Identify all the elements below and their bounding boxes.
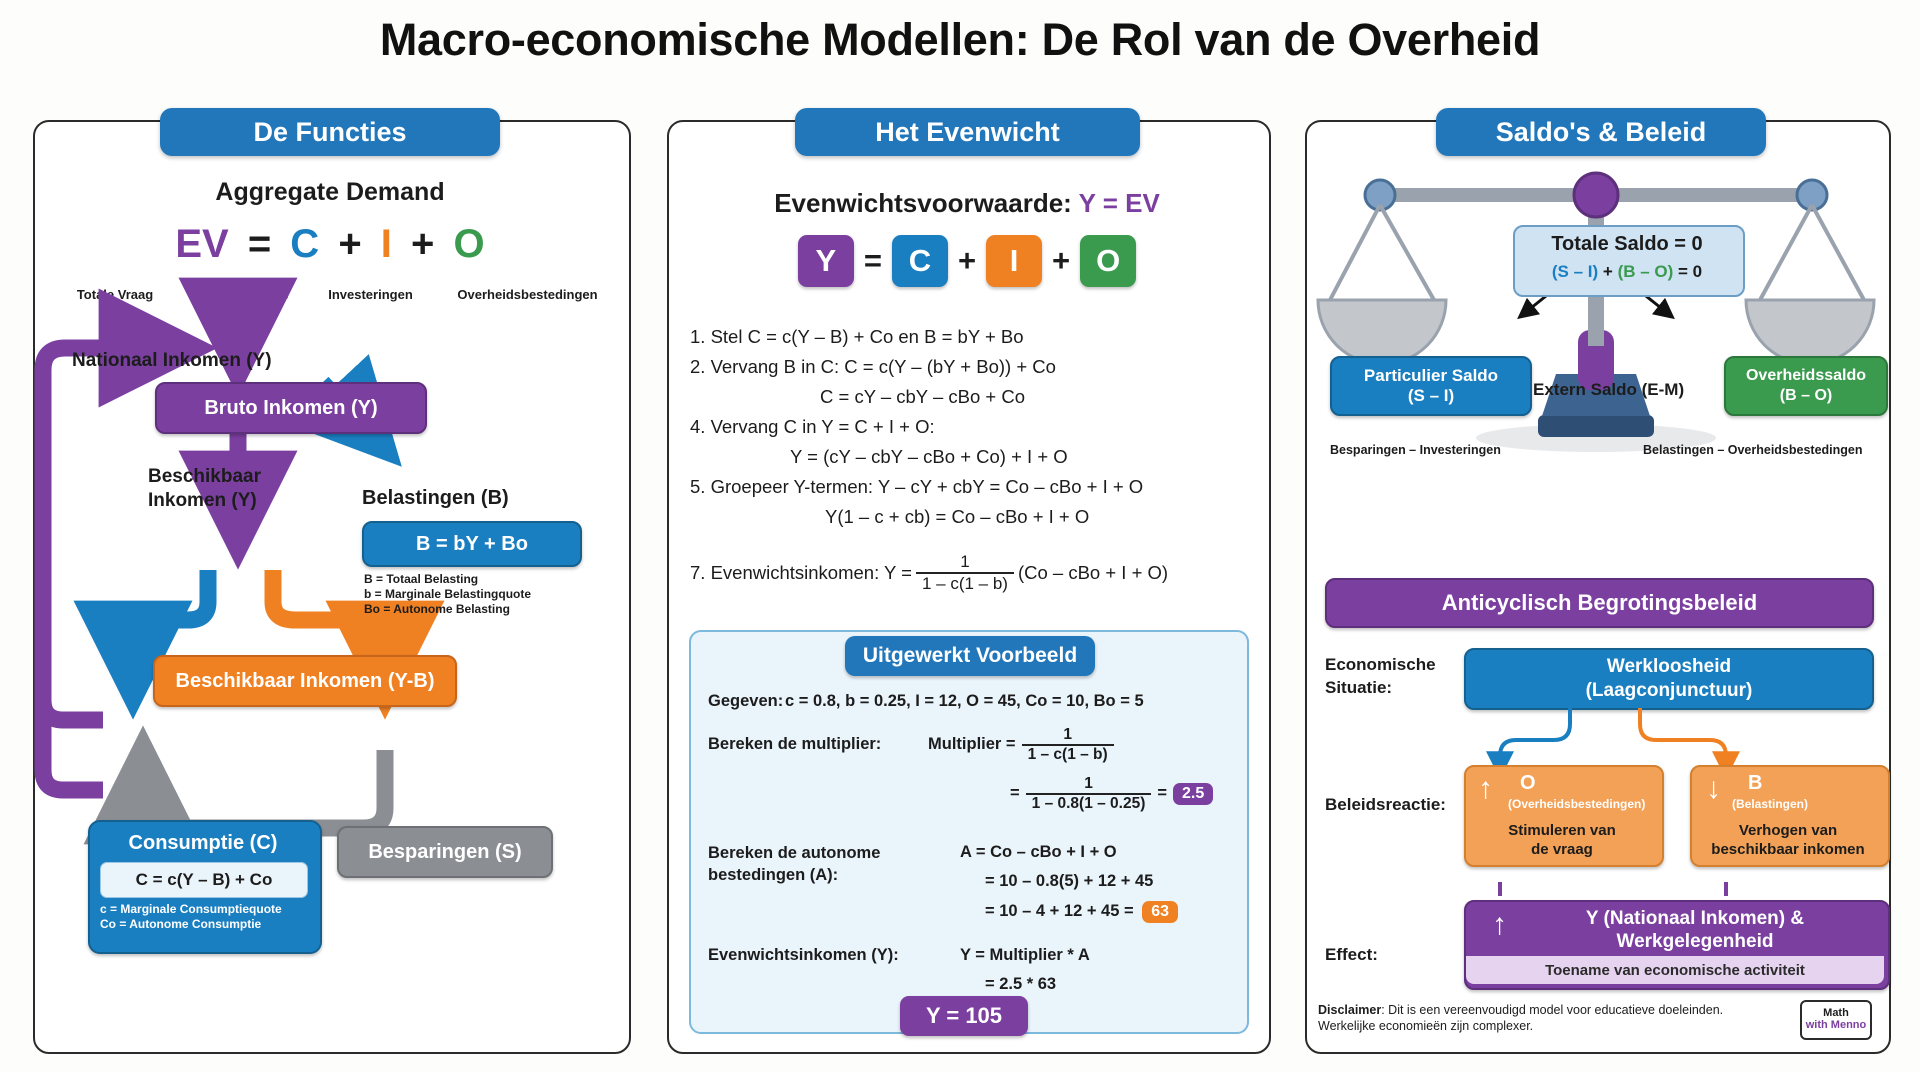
- overheidssaldo-box: [1724, 356, 1888, 416]
- example-box: [689, 630, 1249, 1034]
- overheidssaldo-line-2: (B – O): [1779, 387, 1833, 404]
- particulier-saldo-box: [1330, 356, 1532, 416]
- chip-plus-2: +: [1052, 243, 1071, 278]
- disclaimer-bold: Disclaimer: [1318, 1003, 1382, 1017]
- disclaimer-line-2: Werkelijke economieën zijn complexer.: [1318, 1019, 1534, 1033]
- ad-eq-plus-1: +: [338, 222, 362, 266]
- beschikbaar-inkomen-label-1: Beschikbaar: [148, 466, 262, 487]
- example-mult-eq2: =: [1010, 784, 1020, 803]
- beleid-row1-label-2: Situatie:: [1325, 678, 1393, 697]
- consumptie-note-2: Co = Autonome Consumptie: [100, 917, 262, 931]
- example-auto-line-2: = 10 – 0.8(5) + 12 + 45: [985, 872, 1154, 890]
- policy-right-desc-2: beschikbaar inkomen: [1711, 841, 1865, 858]
- belastingen-note-1: B = Totaal Belasting: [364, 572, 479, 586]
- belastingen-note-2: b = Marginale Belastingquote: [364, 587, 532, 601]
- policy-right-desc-1: Verhogen van: [1738, 822, 1838, 839]
- totale-saldo-title: Totale Saldo = 0: [1551, 233, 1703, 255]
- example-mult-eq: Multiplier =: [928, 735, 1016, 754]
- particulier-saldo-line-2: (S – I): [1407, 386, 1455, 405]
- step-7-tail: (Co – cBo + I + O): [1017, 561, 1169, 583]
- panel-evenwicht-header: Het Evenwicht: [795, 108, 1140, 156]
- policy-left-letter: O: [1520, 772, 1536, 794]
- logo-line-2: with Menno: [1805, 1019, 1867, 1031]
- step-2-text: Vervang B in C: C = c(Y – (bY + Bo)) + Co: [710, 356, 1056, 377]
- step-1: [690, 322, 1250, 352]
- saldo-note-left: Besparingen – Investeringen: [1330, 443, 1501, 457]
- evenwichtsvoorwaarde: [667, 188, 1267, 219]
- totale-saldo-s: (S – I): [1551, 262, 1599, 281]
- step-2: [690, 352, 1250, 382]
- besparingen-box: Besparingen (S): [337, 826, 553, 878]
- example-eq-line-2: = 2.5 * 63: [985, 975, 1057, 993]
- consumptie-formula: C = c(Y – B) + Co: [100, 862, 308, 898]
- totale-saldo-plus: +: [1602, 262, 1613, 281]
- ad-label-ev: Totale Vraag: [76, 287, 154, 302]
- step-5-text: Groepeer Y-termen: Y – cY + cbY = Co – cBo + I + O: [710, 476, 1144, 497]
- beleid-situatie-line-1: Werkloosheid: [1606, 656, 1732, 677]
- policy-right-letter: B: [1748, 772, 1763, 794]
- chip-c: C: [892, 235, 948, 287]
- panel-saldos-header: Saldo's & Beleid: [1436, 108, 1766, 156]
- step-5b-text: Y(1 – c + cb) = Co – cBo + I + O: [825, 506, 1090, 527]
- example-mult-label: Bereken de multiplier:: [708, 735, 882, 753]
- step-4b: [690, 442, 1250, 472]
- step-5: [690, 472, 1250, 502]
- step-2-num: 2.: [690, 356, 706, 377]
- step-7-text: Evenwichtsinkomen: Y =: [710, 561, 912, 583]
- chip-y: Y: [798, 235, 854, 287]
- disclaimer-text-1: : Dit is een vereenvoudigd model voor educatieve doeleinden.: [1381, 1003, 1724, 1017]
- evenwichtsvoorwaarde-value: Y = EV: [1078, 188, 1160, 218]
- example-eq-label: Evenwichtsinkomen (Y):: [708, 946, 899, 964]
- example-given-label: Gegeven:: [708, 692, 784, 710]
- example-mult-line-1: [928, 726, 1114, 764]
- step-2b-text: C = cY – cbY – cBo + Co: [820, 386, 1025, 407]
- ad-label-o: Overheidsbestedingen: [457, 287, 598, 302]
- example-final-result: Y = 105: [900, 996, 1028, 1036]
- example-auto-line-3-text: = 10 – 4 + 12 + 45 =: [985, 902, 1134, 920]
- example-mult-result: 2.5: [1173, 783, 1213, 805]
- nationaal-inkomen-label: Nationaal Inkomen (Y): [72, 350, 272, 371]
- ad-equation: [33, 222, 627, 267]
- beschikbaar-inkomen-box: Beschikbaar Inkomen (Y-B): [153, 655, 457, 707]
- step-1-num: 1.: [690, 326, 706, 347]
- logo-line-1: Math: [1823, 1007, 1849, 1019]
- totale-saldo-formula: [1513, 262, 1741, 282]
- belastingen-box: B = bY + Bo: [362, 521, 582, 567]
- consumptie-title: Consumptie (C): [128, 832, 278, 854]
- chip-equals: =: [863, 243, 882, 278]
- step-7-frac-num: 1: [916, 552, 1014, 574]
- example-auto-line-1: A = Co – cBo + I + O: [960, 843, 1117, 861]
- belastingen-note-3: Bo = Autonome Belasting: [364, 602, 510, 616]
- extern-saldo-label: Extern Saldo (E-M): [1533, 380, 1685, 399]
- step-7-frac-den: 1 – c(1 – b): [921, 573, 1008, 593]
- belastingen-title: Belastingen (B): [362, 487, 509, 509]
- step-4-num: 4.: [690, 416, 706, 437]
- example-mult-frac-den: 1 – c(1 – b): [1027, 745, 1108, 763]
- example-given-value: c = 0.8, b = 0.25, I = 12, O = 45, Co = 10, Bo = 5: [785, 692, 1144, 710]
- overheidssaldo-line-1: Overheidssaldo: [1745, 367, 1867, 384]
- ad-eq-i: I: [380, 222, 392, 266]
- page-title: Macro-economische Modellen: De Rol van de Overheid: [379, 14, 1541, 65]
- beschikbaar-inkomen-label-2: Inkomen (Y): [148, 490, 257, 511]
- disclaimer-line-1: [1318, 1002, 1723, 1018]
- policy-right-arrow-icon: ↓: [1706, 772, 1721, 805]
- totale-saldo-eq: = 0: [1678, 262, 1703, 281]
- example-eq-line-1: Y = Multiplier * A: [960, 946, 1090, 964]
- policy-left-sub: (Overheidsbestedingen): [1508, 797, 1646, 811]
- ad-label-c: Consumptie: [213, 287, 289, 302]
- logo-math-with-menno: [1800, 1000, 1872, 1040]
- example-mult-frac-num: 1: [1022, 726, 1114, 746]
- policy-right-sub: (Belastingen): [1732, 797, 1809, 811]
- beleid-situatie-line-2: (Laagconjunctuur): [1585, 680, 1753, 701]
- ad-eq-o: O: [453, 222, 485, 266]
- ad-eq-ev: EV: [175, 222, 229, 266]
- step-1-text: Stel C = c(Y – B) + Co en B = bY + Bo: [710, 326, 1024, 347]
- chip-i: I: [986, 235, 1042, 287]
- example-mult-line-2: [1010, 775, 1213, 813]
- panel-functies-header: De Functies: [160, 108, 500, 156]
- evenwichtsvoorwaarde-prefix: Evenwichtsvoorwaarde:: [774, 188, 1072, 218]
- particulier-saldo-line-1: Particulier Saldo: [1363, 366, 1499, 385]
- step-2b: [690, 382, 1250, 412]
- ad-eq-c: C: [290, 222, 320, 266]
- step-7-num: 7.: [690, 561, 706, 583]
- beleid-header: Anticyclisch Begrotingsbeleid: [1325, 578, 1874, 628]
- bruto-inkomen-box: Bruto Inkomen (Y): [155, 382, 427, 434]
- example-mult-frac2-den: 1 – 0.8(1 – 0.25): [1031, 794, 1146, 812]
- example-header: Uitgewerkt Voorbeeld: [845, 636, 1095, 676]
- effect-line-2: Werkgelegenheid: [1616, 931, 1774, 952]
- derivation-steps: [690, 322, 1250, 532]
- ad-label-i: Investeringen: [328, 287, 413, 302]
- evenwicht-chips: [667, 235, 1267, 287]
- step-4-text: Vervang C in Y = C + I + O:: [710, 416, 935, 437]
- policy-left-arrow-icon: ↑: [1478, 772, 1493, 805]
- policy-left-desc-1: Stimuleren van: [1508, 822, 1616, 839]
- example-mult-eq3: =: [1157, 784, 1168, 803]
- example-auto-label-2: bestedingen (A):: [708, 866, 839, 884]
- effect-sub: Toename van economische activiteit: [1466, 956, 1884, 984]
- chip-o: O: [1080, 235, 1136, 287]
- disclaimer: [1318, 1002, 1723, 1034]
- example-auto-line-3: [985, 901, 1178, 923]
- example-mult-frac2-num: 1: [1026, 775, 1152, 795]
- beleid-row3-label: Effect:: [1325, 945, 1378, 964]
- ad-eq-plus-2: +: [411, 222, 435, 266]
- totale-saldo-b: (B – O): [1617, 262, 1674, 281]
- beleid-row1-label-1: Economische: [1325, 655, 1436, 674]
- consumptie-note-1: c = Marginale Consumptiequote: [100, 902, 282, 916]
- effect-arrow-icon: ↑: [1492, 908, 1507, 941]
- step-7: [690, 552, 1168, 593]
- example-auto-label-1: Bereken de autonome: [708, 844, 881, 862]
- aggregate-demand-title: Aggregate Demand: [215, 178, 445, 206]
- policy-left-desc-2: de vraag: [1531, 841, 1593, 858]
- ad-eq-equals: =: [247, 222, 272, 266]
- step-5b: [690, 502, 1250, 532]
- step-5-num: 5.: [690, 476, 706, 497]
- beleid-row2-label: Beleidsreactie:: [1325, 795, 1446, 814]
- step-4: [690, 412, 1250, 442]
- chip-plus-1: +: [957, 243, 977, 278]
- saldo-note-right: Belastingen – Overheidsbestedingen: [1643, 443, 1863, 457]
- example-auto-result: 63: [1142, 901, 1178, 923]
- effect-line-1: Y (Nationaal Inkomen) &: [1585, 908, 1805, 929]
- step-4b-text: Y = (cY – cbY – cBo + Co) + I + O: [790, 446, 1068, 467]
